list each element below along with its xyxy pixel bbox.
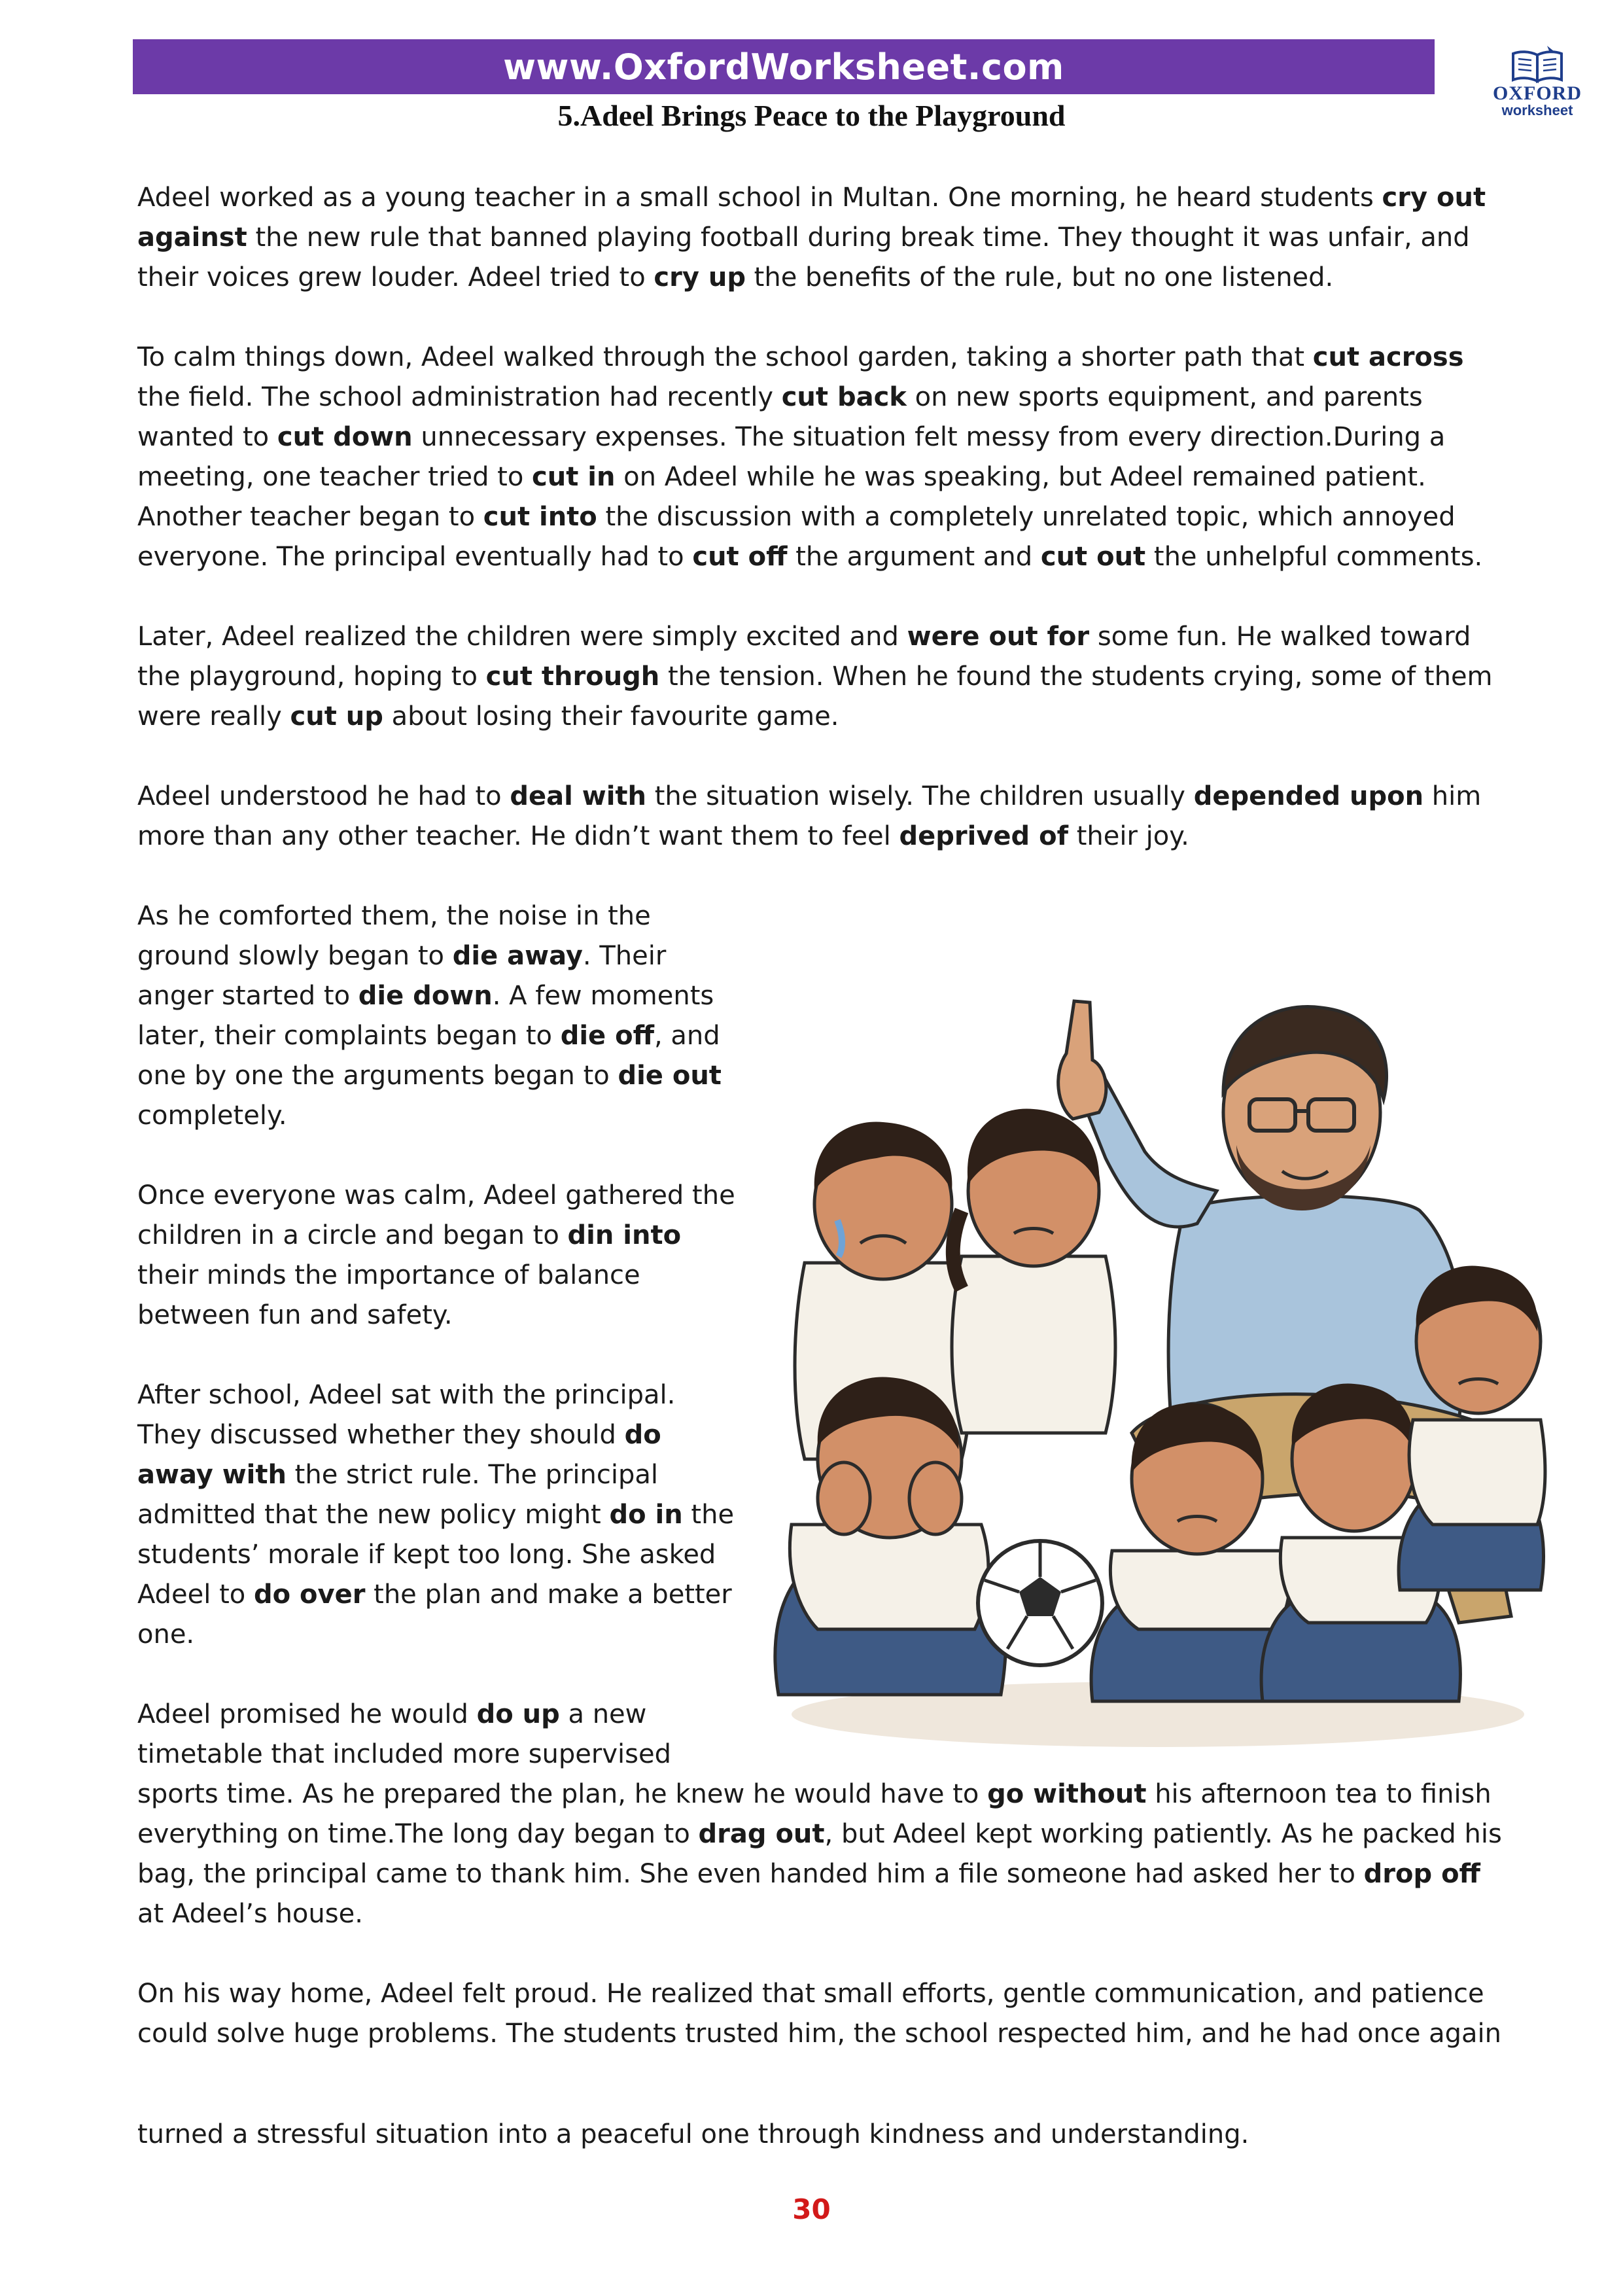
text-run: Once everyone was calm, Adeel gathered the children in a circle and began to	[137, 1180, 735, 1250]
worksheet-title: 5.Adeel Brings Peace to the Playground	[557, 99, 1066, 132]
text-run: the situation wisely. The children usually	[646, 781, 1194, 811]
phrasal-verb: deal with	[510, 781, 646, 811]
book-icon	[1508, 44, 1567, 84]
text-run: the benefits of the rule, but no one listened.	[745, 262, 1334, 292]
phrasal-verb: were out for	[907, 622, 1090, 652]
text-run: the discussion with a completely unrelated topic, which annoyed everyone. The principal eventually had to	[137, 502, 1456, 572]
text-run: at Adeel’s house.	[137, 1899, 363, 1929]
text-run: on new sports equipment, and parents wanted to	[137, 382, 1423, 452]
text-run: the new rule that banned playing football during break time. They thought it was unfair, and their voices grew louder. Adeel tried to	[137, 222, 1470, 292]
illustration-art	[765, 962, 1547, 1759]
text-run: about losing their favourite game.	[383, 701, 839, 732]
story-body	[137, 178, 1511, 2094]
phrasal-verb: cut in	[532, 462, 616, 492]
logo-sub: worksheet	[1501, 102, 1573, 118]
text-run: the tension. When he found the students crying, some of them were really	[137, 662, 1493, 732]
text-run: . Their anger started to	[137, 941, 667, 1011]
phrasal-verb: depended upon	[1193, 781, 1424, 811]
text-run: the students’ morale if kept too long. She asked Adeel to	[137, 1500, 735, 1610]
phrasal-verb: do in	[609, 1500, 683, 1530]
final-line: turned a stressful situation into a peaceful one through kindness and understanding.	[137, 2119, 1249, 2149]
phrasal-verb: die out	[618, 1061, 722, 1091]
text-run: completely.	[137, 1101, 287, 1131]
text-run: , and one by one the arguments began to	[137, 1021, 720, 1091]
text-run: , but Adeel kept working patiently. As he packed his bag, the principal came to thank him. She even handed him a file someone had asked her to	[137, 1819, 1502, 1889]
paragraph	[137, 777, 1511, 857]
phrasal-verb: do away with	[137, 1420, 661, 1490]
text-run: him more than any other teacher. He didn’t want them to feel	[137, 781, 1482, 851]
phrasal-verb: drag out	[698, 1819, 825, 1849]
phrasal-verb: do over	[253, 1580, 366, 1610]
text-run: Adeel promised he would	[137, 1699, 477, 1729]
text-run: After school, Adeel sat with the principal. They discussed whether they should	[137, 1380, 676, 1450]
text-run: Adeel understood he had to	[137, 781, 510, 811]
site-banner	[133, 39, 1435, 94]
logo-brand: OXFORD	[1493, 82, 1582, 104]
text-run: the plan and make a better one.	[137, 1580, 732, 1650]
teacher-with-children-illustration	[765, 962, 1547, 1759]
text-run: the unhelpful comments.	[1145, 542, 1483, 572]
text-run: . A few moments later, their complaints began to	[137, 981, 714, 1051]
phrasal-verb: cut into	[483, 502, 597, 532]
paragraph	[137, 617, 1511, 737]
text-run: their joy.	[1068, 821, 1189, 851]
phrasal-verb: deprived of	[899, 821, 1068, 851]
phrasal-verb: cut out	[1040, 542, 1146, 572]
phrasal-verb: die off	[560, 1021, 654, 1051]
text-run: his afternoon tea to finish everything on time.The long day began to	[137, 1779, 1492, 1849]
site-url: www.OxfordWorksheet.com	[503, 46, 1064, 88]
phrasal-verb: cut across	[1312, 342, 1464, 372]
phrasal-verb: die away	[452, 941, 583, 971]
phrasal-verb: cut down	[277, 422, 413, 452]
page-number: 30	[792, 2193, 831, 2225]
phrasal-verb: do up	[476, 1699, 560, 1729]
text-run: the argument and	[787, 542, 1041, 572]
text-run: On his way home, Adeel felt proud. He realized that small efforts, gentle communication, and patience could solve huge problems. The students trusted him, the school respected him, and he had once again	[137, 1979, 1502, 2049]
phrasal-verb: cry up	[654, 262, 746, 292]
phrasal-verb: cut up	[290, 701, 383, 732]
phrasal-verb: cut off	[692, 542, 788, 572]
paragraph	[137, 338, 1511, 577]
text-run: the field. The school administration had recently	[137, 382, 782, 412]
text-run: the strict rule. The principal admitted that the new policy might	[137, 1460, 658, 1530]
paragraph	[137, 178, 1511, 298]
text-run: To calm things down, Adeel walked through the school garden, taking a shorter path that	[137, 342, 1313, 372]
text-run: some fun. He walked toward the playground, hoping to	[137, 622, 1471, 692]
text-run: on Adeel while he was speaking, but Adeel remained patient. Another teacher began to	[137, 462, 1426, 532]
phrasal-verb: drop off	[1363, 1859, 1480, 1889]
phrasal-verb: cut through	[485, 662, 660, 692]
paragraph	[137, 1974, 1511, 2054]
child-figure	[1399, 1265, 1545, 1590]
phrasal-verb: go without	[987, 1779, 1147, 1809]
text-run: Later, Adeel realized the children were simply excited and	[137, 622, 907, 652]
phrasal-verb: cry out against	[137, 183, 1486, 253]
text-run: their minds the importance of balance between fun and safety.	[137, 1260, 640, 1330]
soccer-ball-icon	[978, 1541, 1102, 1665]
phrasal-verb: cut back	[781, 382, 907, 412]
phrasal-verb: din into	[567, 1220, 682, 1250]
phrasal-verb: die down	[358, 981, 493, 1011]
text-run: unnecessary expenses. The situation felt messy from every direction.During a meeting, one teacher tried to	[137, 422, 1446, 492]
text-run: a new timetable that included more supervised sports time. As he prepared the plan, he knew he would have to	[137, 1699, 988, 1809]
text-run: As he comforted them, the noise in the ground slowly began to	[137, 901, 651, 971]
child-figure	[952, 1108, 1115, 1433]
text-run: Adeel worked as a young teacher in a small school in Multan. One morning, he heard students	[137, 183, 1382, 213]
